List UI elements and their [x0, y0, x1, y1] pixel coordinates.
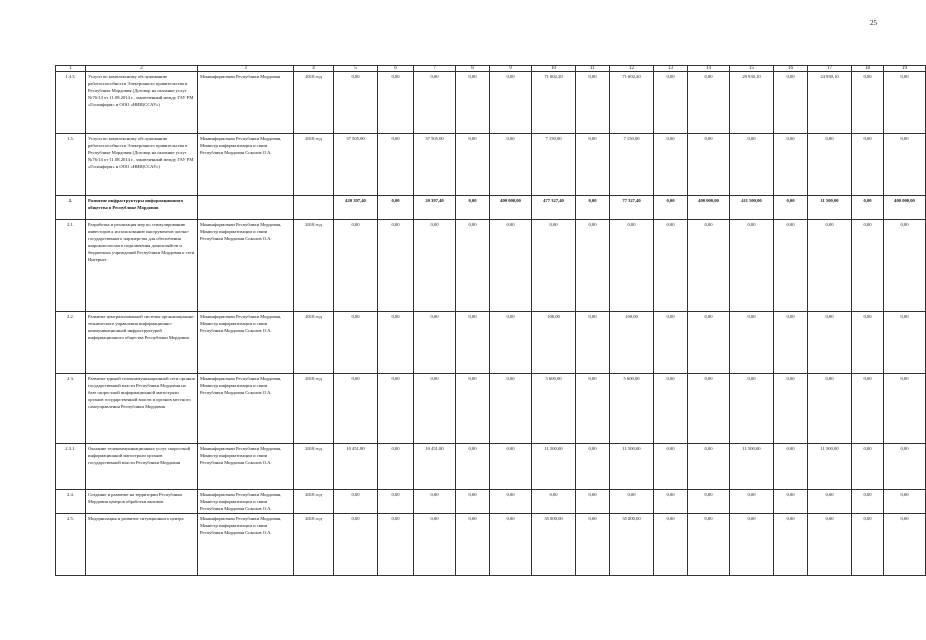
- row-code: 2.4.: [56, 490, 86, 514]
- value-cell: 0,00: [654, 374, 688, 444]
- row-code: 2.2.: [56, 312, 86, 374]
- value-cell: 0,00: [378, 134, 414, 196]
- value-cell: 0,00: [576, 514, 610, 576]
- value-cell: 11 500,00: [730, 444, 774, 490]
- row-executor: [198, 196, 294, 220]
- column-number: 5: [334, 66, 378, 72]
- value-cell: 0,00: [730, 312, 774, 374]
- value-cell: 0,00: [852, 134, 884, 196]
- value-cell: 71 602,20: [532, 72, 576, 134]
- value-cell: 0,00: [576, 444, 610, 490]
- row-year: 2018 год: [294, 312, 334, 374]
- value-cell: 100,00: [610, 312, 654, 374]
- value-cell: 0,00: [730, 490, 774, 514]
- value-cell: 0,00: [414, 374, 456, 444]
- value-cell: 0,00: [774, 490, 808, 514]
- value-cell: 0,00: [774, 444, 808, 490]
- value-cell: 24 930,10: [808, 72, 852, 134]
- value-cell: 0,00: [654, 312, 688, 374]
- value-cell: 0,00: [654, 72, 688, 134]
- value-cell: 100,00: [532, 312, 576, 374]
- value-cell: 0,00: [688, 134, 730, 196]
- row-executor: Мининформсвязи Республики Мордовия, Министр информатизации и связи Республики Мордовия Соколов О.А.: [198, 312, 294, 374]
- value-cell: 0,00: [774, 374, 808, 444]
- column-number: 3: [198, 66, 294, 72]
- value-cell: 0,00: [334, 220, 378, 312]
- value-cell: 0,00: [334, 374, 378, 444]
- value-cell: 0,00: [852, 490, 884, 514]
- column-number: 7: [414, 66, 456, 72]
- row-executor: Мининформсвязи Республики Мордовия, Министр информатизации и связи Республики Мордовия Соколов О.А.: [198, 220, 294, 312]
- row-name: Услуги по комплексному обслуживанию работоспособности Электронного правительства в Республике Мордовия (Договор на оказание услуг №76/14 от 11.08.2014 г., заключенный между ГАУ РМ «Госинформ» и ООО «НИИ(ССАУ»): [86, 134, 198, 196]
- value-cell: 0,00: [414, 490, 456, 514]
- value-cell: 0,00: [414, 220, 456, 312]
- row-year: 2018 год: [294, 490, 334, 514]
- row-year: 2018 год: [294, 374, 334, 444]
- row-name: Услуги по комплексному обслуживанию работоспособности Электронного правительства в Республике Мордовия (Договор на оказание услуг №76/14 от 11.08.2014 г., заключенный между ГАУ РМ «Госинформ» и ООО «НИИ(ССАУ»): [86, 72, 198, 134]
- value-cell: 0,00: [852, 196, 884, 220]
- column-number: 13: [654, 66, 688, 72]
- value-cell: 29 930,10: [730, 72, 774, 134]
- value-cell: 35 000,00: [532, 514, 576, 576]
- row-name: Разработка и реализация мер по стимулированию инвесторов к использованию инструментов частно-государственного партнерства для обеспечения широкополосного подключения домохозяйств и бюджетных учреждений Республики Мордовия к сети Интернет: [86, 220, 198, 312]
- column-number: 15: [730, 66, 774, 72]
- value-cell: 0,00: [688, 72, 730, 134]
- row-name: Развитие централизованной системы организационно-технического управления информационно-коммуникационной инфраструктурой информационного общества Республики Мордовия: [86, 312, 198, 374]
- column-number: 8: [456, 66, 490, 72]
- value-cell: 0,00: [456, 444, 490, 490]
- value-cell: 0,00: [654, 514, 688, 576]
- table-row: [56, 134, 926, 196]
- value-cell: 0,00: [456, 514, 490, 576]
- row-code: 2.5.: [56, 514, 86, 576]
- value-cell: 0,00: [730, 374, 774, 444]
- value-cell: 0,00: [808, 514, 852, 576]
- row-name: Модернизация и развитие ситуационного центра: [86, 514, 198, 576]
- budget-table: [55, 65, 926, 576]
- value-cell: 0,00: [774, 196, 808, 220]
- row-executor: Мининформсвязи Республики Мордовия, Министр информатизации и связи Республики Мордовия Соколов О.А.: [198, 374, 294, 444]
- row-code: 1.5.: [56, 134, 86, 196]
- value-cell: 0,00: [688, 490, 730, 514]
- value-cell: 0,00: [884, 444, 926, 490]
- value-cell: 0,00: [378, 514, 414, 576]
- value-cell: 0,00: [490, 312, 532, 374]
- value-cell: 0,00: [852, 220, 884, 312]
- table-row: [56, 196, 926, 220]
- value-cell: 20 397,40: [414, 196, 456, 220]
- value-cell: 0,00: [808, 490, 852, 514]
- table-row: [56, 72, 926, 134]
- value-cell: 11 500,00: [532, 444, 576, 490]
- table-body: [56, 66, 926, 576]
- value-cell: 411 500,00: [730, 196, 774, 220]
- row-year: 2018 год: [294, 514, 334, 576]
- column-number: 17: [808, 66, 852, 72]
- value-cell: 0,00: [852, 374, 884, 444]
- value-cell: 0,00: [576, 196, 610, 220]
- column-number: 9: [490, 66, 532, 72]
- value-cell: 0,00: [576, 490, 610, 514]
- value-cell: 0,00: [774, 220, 808, 312]
- value-cell: 0,00: [490, 72, 532, 134]
- value-cell: 0,00: [730, 220, 774, 312]
- row-name: Развитие единой телекоммуникационной сети органов государственной власти Республики Мордовия на базе скоростной информационной магистрали органов государственной власти и органов местного самоуправления Республики Мордовия: [86, 374, 198, 444]
- value-cell: 0,00: [378, 312, 414, 374]
- row-executor: Мининформсвязи Республики Мордовия: [198, 72, 294, 134]
- value-cell: 0,00: [576, 134, 610, 196]
- value-cell: 0,00: [774, 514, 808, 576]
- value-cell: 0,00: [414, 514, 456, 576]
- value-cell: 0,00: [654, 490, 688, 514]
- column-number: 6: [378, 66, 414, 72]
- value-cell: 0,00: [334, 312, 378, 374]
- column-number: 4: [294, 66, 334, 72]
- row-name: Оказание телекоммуникационных услуг скоростной информационной магистрали органов государственной власти Республики Мордовия: [86, 444, 198, 490]
- value-cell: 0,00: [610, 220, 654, 312]
- value-cell: 0,00: [378, 444, 414, 490]
- value-cell: 0,00: [808, 134, 852, 196]
- value-cell: 0,00: [576, 220, 610, 312]
- value-cell: 0,00: [852, 444, 884, 490]
- table-row: [56, 490, 926, 514]
- value-cell: 0,00: [884, 72, 926, 134]
- page-number: 25: [870, 19, 877, 27]
- value-cell: 0,00: [884, 134, 926, 196]
- value-cell: 0,00: [654, 220, 688, 312]
- value-cell: 0,00: [456, 196, 490, 220]
- value-cell: 7 150,00: [532, 134, 576, 196]
- value-cell: 0,00: [576, 312, 610, 374]
- value-cell: 400 000,00: [490, 196, 532, 220]
- value-cell: 400 000,00: [688, 196, 730, 220]
- value-cell: 0,00: [852, 514, 884, 576]
- value-cell: 0,00: [490, 490, 532, 514]
- column-number: 18: [852, 66, 884, 72]
- value-cell: 0,00: [688, 514, 730, 576]
- value-cell: 0,00: [852, 72, 884, 134]
- row-executor: Мининформсвязи Республики Мордовия, Министр информатизации и связи Республики Мордовия Соколов О.А.: [198, 444, 294, 490]
- value-cell: 0,00: [414, 72, 456, 134]
- value-cell: 0,00: [378, 220, 414, 312]
- value-cell: 0,00: [774, 134, 808, 196]
- value-cell: 0,00: [688, 312, 730, 374]
- value-cell: 0,00: [490, 220, 532, 312]
- table-row: [56, 220, 926, 312]
- value-cell: 0,00: [688, 444, 730, 490]
- table-row: [56, 514, 926, 576]
- table-row: [56, 312, 926, 374]
- value-cell: 0,00: [334, 490, 378, 514]
- value-cell: 0,00: [378, 72, 414, 134]
- value-cell: 0,00: [884, 220, 926, 312]
- value-cell: 0,00: [456, 220, 490, 312]
- row-year: 2018 год: [294, 134, 334, 196]
- row-code: 2.3.: [56, 374, 86, 444]
- column-number: 10: [532, 66, 576, 72]
- value-cell: 0,00: [490, 514, 532, 576]
- value-cell: 0,00: [456, 374, 490, 444]
- row-executor: Мининформсвязи Республики Мордовия, Министр информатизации и связи Республики Мордовия Соколов О.А.: [198, 514, 294, 576]
- column-number: 11: [576, 66, 610, 72]
- value-cell: 0,00: [808, 374, 852, 444]
- column-number: 14: [688, 66, 730, 72]
- value-cell: 11 500,00: [808, 196, 852, 220]
- value-cell: 0,00: [688, 220, 730, 312]
- value-cell: 0,00: [456, 134, 490, 196]
- value-cell: 0,00: [774, 312, 808, 374]
- row-year: 2018 год: [294, 72, 334, 134]
- value-cell: 477 327,40: [532, 196, 576, 220]
- value-cell: 11 500,00: [808, 444, 852, 490]
- column-number: 1: [56, 66, 86, 72]
- row-year: 2018 год: [294, 220, 334, 312]
- value-cell: 5 600,00: [532, 374, 576, 444]
- value-cell: 5 600,00: [610, 374, 654, 444]
- value-cell: 0,00: [884, 514, 926, 576]
- value-cell: 37 505,00: [334, 134, 378, 196]
- value-cell: 0,00: [456, 490, 490, 514]
- value-cell: 0,00: [334, 514, 378, 576]
- value-cell: 0,00: [808, 220, 852, 312]
- value-cell: 0,00: [774, 72, 808, 134]
- value-cell: 0,00: [456, 72, 490, 134]
- value-cell: 7 150,00: [610, 134, 654, 196]
- row-code: 2.: [56, 196, 86, 220]
- value-cell: 0,00: [532, 220, 576, 312]
- value-cell: 0,00: [378, 196, 414, 220]
- value-cell: 0,00: [490, 374, 532, 444]
- row-year: 2018 год: [294, 444, 334, 490]
- value-cell: 77 327,40: [610, 196, 654, 220]
- value-cell: 0,00: [490, 444, 532, 490]
- row-code: 2.3.1.: [56, 444, 86, 490]
- value-cell: 10 451,80: [334, 444, 378, 490]
- value-cell: 0,00: [456, 312, 490, 374]
- value-cell: 0,00: [576, 72, 610, 134]
- row-code: 1.4.3.: [56, 72, 86, 134]
- value-cell: 0,00: [654, 196, 688, 220]
- value-cell: 0,00: [884, 490, 926, 514]
- column-number: 2: [86, 66, 198, 72]
- value-cell: 0,00: [852, 312, 884, 374]
- value-cell: 0,00: [654, 134, 688, 196]
- row-code: 2.1.: [56, 220, 86, 312]
- row-executor: Мининформсвязи Республики Мордовия, Министр информатизации и связи Республики Мордовия Соколов О.А.: [198, 490, 294, 514]
- value-cell: 0,00: [576, 374, 610, 444]
- value-cell: 10 451,80: [414, 444, 456, 490]
- value-cell: 400 000,00: [884, 196, 926, 220]
- value-cell: 0,00: [490, 134, 532, 196]
- value-cell: 0,00: [532, 490, 576, 514]
- value-cell: 0,00: [688, 374, 730, 444]
- table-row: [56, 444, 926, 490]
- value-cell: 0,00: [378, 374, 414, 444]
- value-cell: 71 602,20: [610, 72, 654, 134]
- value-cell: 0,00: [334, 72, 378, 134]
- table-row: [56, 374, 926, 444]
- value-cell: 0,00: [414, 312, 456, 374]
- value-cell: 0,00: [730, 514, 774, 576]
- value-cell: 0,00: [730, 134, 774, 196]
- row-name: Создание и развитие на территории Республики Мордовия центров обработки вызовов: [86, 490, 198, 514]
- value-cell: 420 397,40: [334, 196, 378, 220]
- column-number: 12: [610, 66, 654, 72]
- value-cell: 37 505,00: [414, 134, 456, 196]
- column-number: 16: [774, 66, 808, 72]
- row-name: Развитие инфраструктуры информационного общества в Республике Мордовия: [86, 196, 198, 220]
- row-executor: Мининформсвязи Республики Мордовия, Министр информатизации и связи Республики Мордовия Соколов О.А.: [198, 134, 294, 196]
- value-cell: 0,00: [378, 490, 414, 514]
- value-cell: 0,00: [808, 312, 852, 374]
- value-cell: 0,00: [610, 490, 654, 514]
- value-cell: 0,00: [654, 444, 688, 490]
- value-cell: 11 500,00: [610, 444, 654, 490]
- value-cell: 35 000,00: [610, 514, 654, 576]
- row-year: [294, 196, 334, 220]
- value-cell: 0,00: [884, 312, 926, 374]
- value-cell: 0,00: [884, 374, 926, 444]
- column-number: 19: [884, 66, 926, 72]
